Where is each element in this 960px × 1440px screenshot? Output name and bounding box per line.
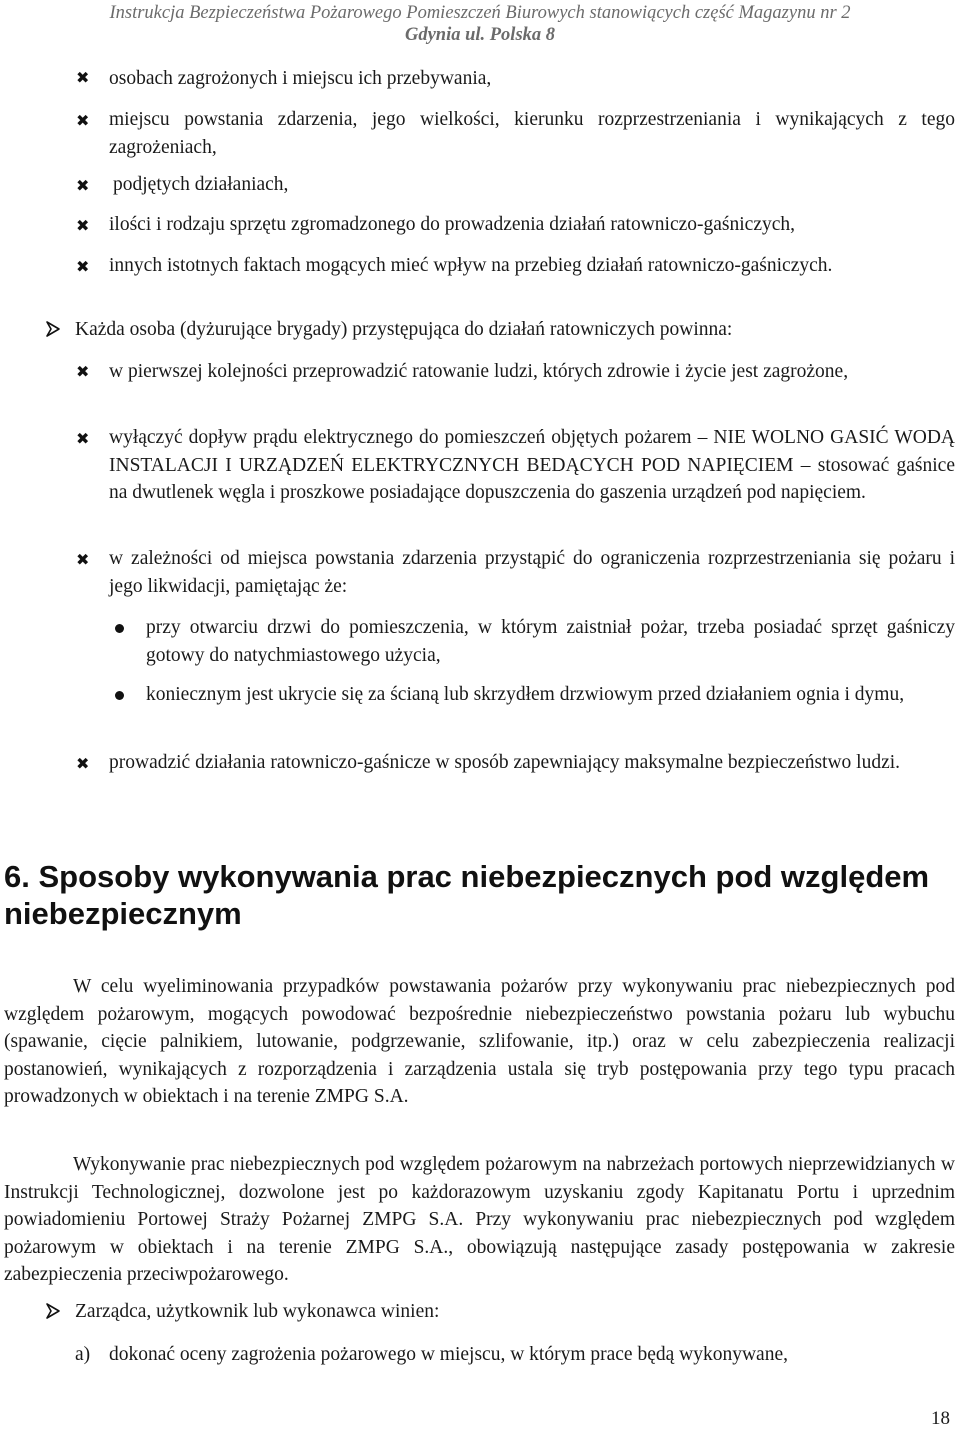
list-item: wyłączyć dopływ prądu elektrycznego do pomieszczeń objętych pożarem – NIE WOLNO GASIĆ WODĄ INSTALACJI I URZĄDZEŃ ELEKTRYCZNYCH BEDĄCYCH POD NAPIĘCIEM – stosować gaśnice na dwutlenek węgla i proszkowe posiadające dopuszczenia do gaszenia urządzeń pod napięciem. (109, 427, 955, 503)
page-number: 18 (931, 1408, 950, 1429)
running-header (0, 2, 960, 46)
cross-bullet-icon: ✖ (76, 362, 90, 381)
list-item: innych istotnych faktach mogących mieć wpływ na przebieg działań ratowniczo-gaśniczych. (109, 255, 833, 276)
cross-bullet-icon: ✖ (76, 68, 90, 87)
cross-bullet-icon: ✖ (76, 176, 90, 195)
bullet-item: przy otwarciu drzwi do pomieszczenia, w którym zaistniał pożar, trzeba posiadać sprzęt gaśniczy gotowy do natychmiastowego użycia, (146, 617, 955, 666)
round-bullet-icon (115, 624, 124, 633)
cross-bullet-icon: ✖ (76, 754, 90, 773)
list-item: podjętych działaniach, (113, 174, 289, 195)
list-item: w pierwszej kolejności przeprowadzić ratowanie ludzi, których zdrowie i życie jest zagrożone, (109, 361, 849, 382)
round-bullet-icon (115, 691, 124, 700)
list-item: osobach zagrożonych i miejscu ich przebywania, (109, 68, 492, 89)
bullet-item: koniecznym jest ukrycie się za ścianą lub skrzydłem drzwiowym przed działaniem ognia i dymu, (146, 684, 905, 705)
section-heading: 6. Sposoby wykonywania prac niebezpiecznych pod względem niebezpiecznym (4, 859, 930, 931)
cross-bullet-icon: ✖ (76, 257, 90, 276)
list-item: ilości i rodzaju sprzętu zgromadzonego do prowadzenia działań ratowniczo-gaśniczych, (109, 214, 796, 235)
cross-bullet-icon: ✖ (76, 111, 90, 130)
arrow-bullet-icon (45, 1302, 61, 1320)
arrow-item-text: Zarządca, użytkownik lub wykonawca winien: (75, 1301, 440, 1322)
cross-bullet-icon: ✖ (76, 550, 90, 569)
list-item: prowadzić działania ratowniczo-gaśnicze w sposób zapewniający maksymalne bezpieczeństwo ludzi. (109, 752, 901, 773)
list-item: miejscu powstania zdarzenia, jego wielkości, kierunku rozprzestrzeniania i wynikających z tego zagrożeniach, (109, 109, 955, 158)
item-marker: a) (75, 1344, 91, 1365)
list-item: dokonać oceny zagrożenia pożarowego w miejscu, w którym prace będą wykonywane, (109, 1344, 788, 1365)
list-item: w zależności od miejsca powstania zdarzenia przystąpić do ograniczenia rozprzestrzeniania się pożaru i jego likwidacji, pamiętając że: (109, 548, 955, 597)
body-paragraph: Wykonywanie prac niebezpiecznych pod względem pożarowym na nabrzeżach portowych nieprzewidzianych w Instrukcji Technologicznej, dozwolone jest po każdorazowym uzyskaniu zgody Kapitanatu Portu i uprzednim powiadomieniu Portowej Straży Pożarnej ZMPG S.A. Przy wykonywaniu prac niebezpiecznych pod względem pożarowym w obiektach i na terenie ZMPG S.A., obowiązują następujące zasady postępowania w zakresie zabezpieczenia przeciwpożarowego. (4, 1154, 955, 1285)
body-paragraph: W celu wyeliminowania przypadków powstawania pożarów przy wykonywaniu prac niebezpiecznych pod względem pożarowym, mogących powodować bezpośrednie niebezpieczeństwo powstania pożaru lub wybuchu (spawanie, cięcie palnikiem, lutowanie, podgrzewanie, szlifowanie, itp.) oraz w celu zabezpieczenia realizacji postanowień, wynikających z rozporządzenia i zarządzenia ustala się tryb postępowania przy tego typu pracach prowadzonych w obiektach i na terenie ZMPG S.A. (4, 976, 955, 1107)
header-title: Instrukcja Bezpieczeństwa Pożarowego Pomieszczeń Biurowych stanowiących część Magazynu nr 2 (109, 3, 851, 23)
arrow-item-text: Każda osoba (dyżurujące brygady) przystępująca do działań ratowniczych powinna: (75, 319, 733, 340)
header-address: Gdynia ul. Polska 8 (404, 25, 556, 45)
cross-bullet-icon: ✖ (76, 429, 90, 448)
cross-bullet-icon: ✖ (76, 216, 90, 235)
arrow-bullet-icon (45, 320, 61, 338)
